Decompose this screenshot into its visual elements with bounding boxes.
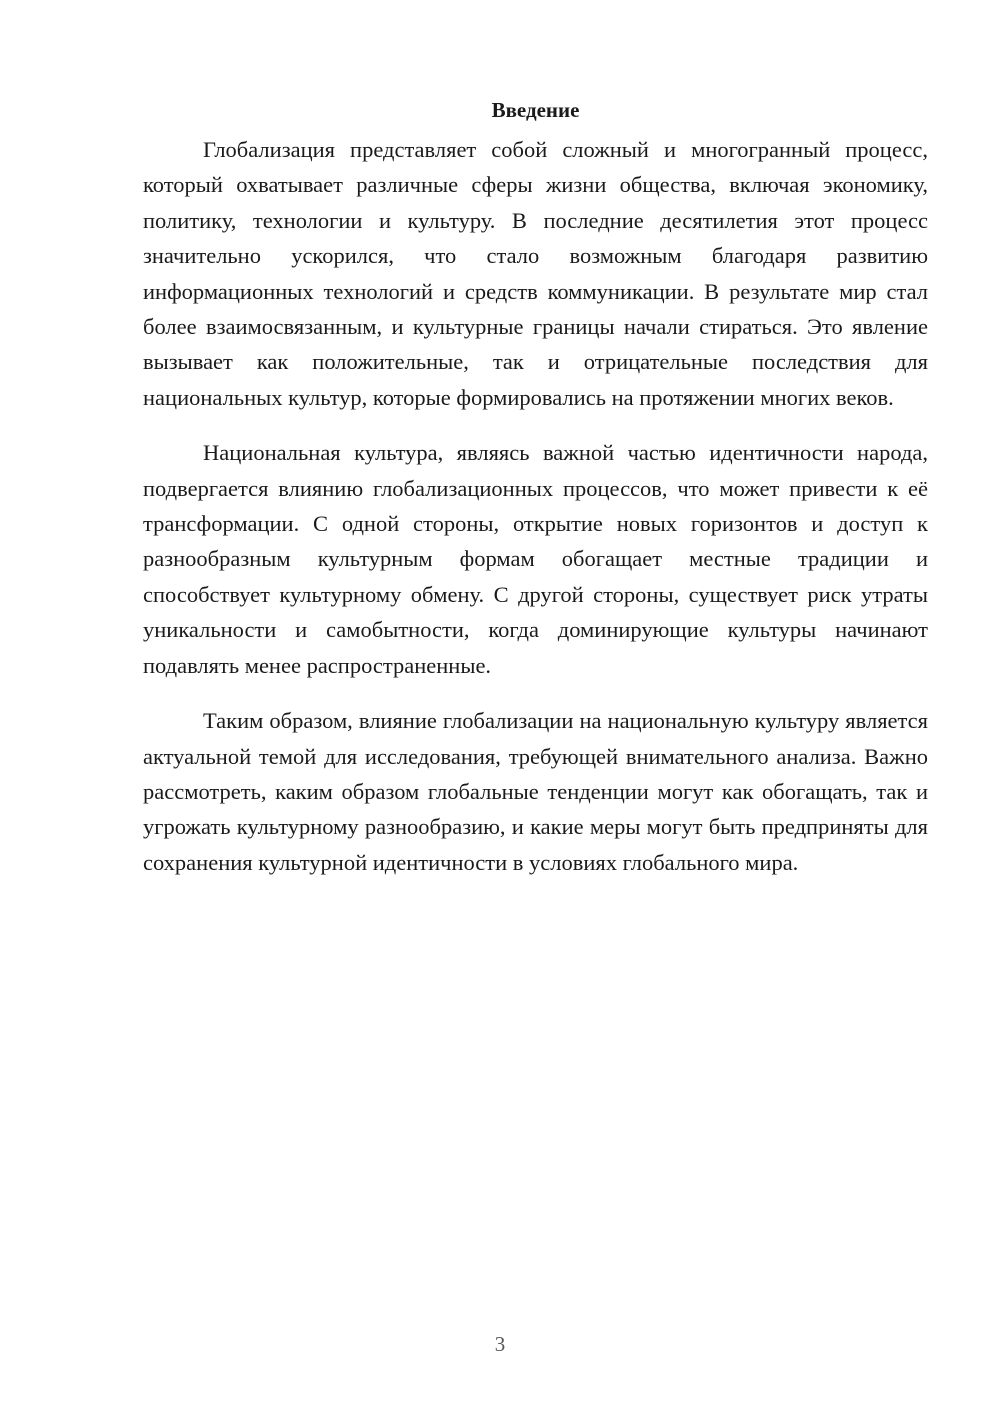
page-title: Введение — [491, 98, 580, 122]
document-page — [143, 92, 928, 900]
paragraph-1: Глобализация представляет собой сложный и многогранный процесс, который охватывает различные сферы жизни общества, включая экономику, политику, технологии и культуру. В последние десятилетия этот процесс значительно ускорился, что стало возможным благодаря развитию информационных технологий и средств коммуникации. В результате мир стал более взаимосвязанным, и культурные границы начали стираться. Это явление вызывает как положительные, так и отрицательные последствия для национальных культур, которые формировались на протяжении многих веков. — [143, 137, 928, 410]
paragraph-2: Национальная культура, являясь важной частью идентичности народа, подвергается влиянию глобализационных процессов, что может привести к её трансформации. С одной стороны, открытие новых горизонтов и доступ к разнообразным культурным формам обогащает местные традиции и способствует культурному обмену. С другой стороны, существует риск утраты уникальности и самобытности, когда доминирующие культуры начинают подавлять менее распространенные. — [143, 440, 928, 678]
paragraph-3: Таким образом, влияние глобализации на национальную культуру является актуальной темой для исследования, требующей внимательного анализа. Важно рассмотреть, каким образом глобальные тенденции могут как обогащать, так и угрожать культурному разнообразию, и какие меры могут быть предприняты для сохранения культурной идентичности в условиях глобального мира. — [143, 708, 928, 875]
page-number: 3 — [494, 1332, 506, 1356]
